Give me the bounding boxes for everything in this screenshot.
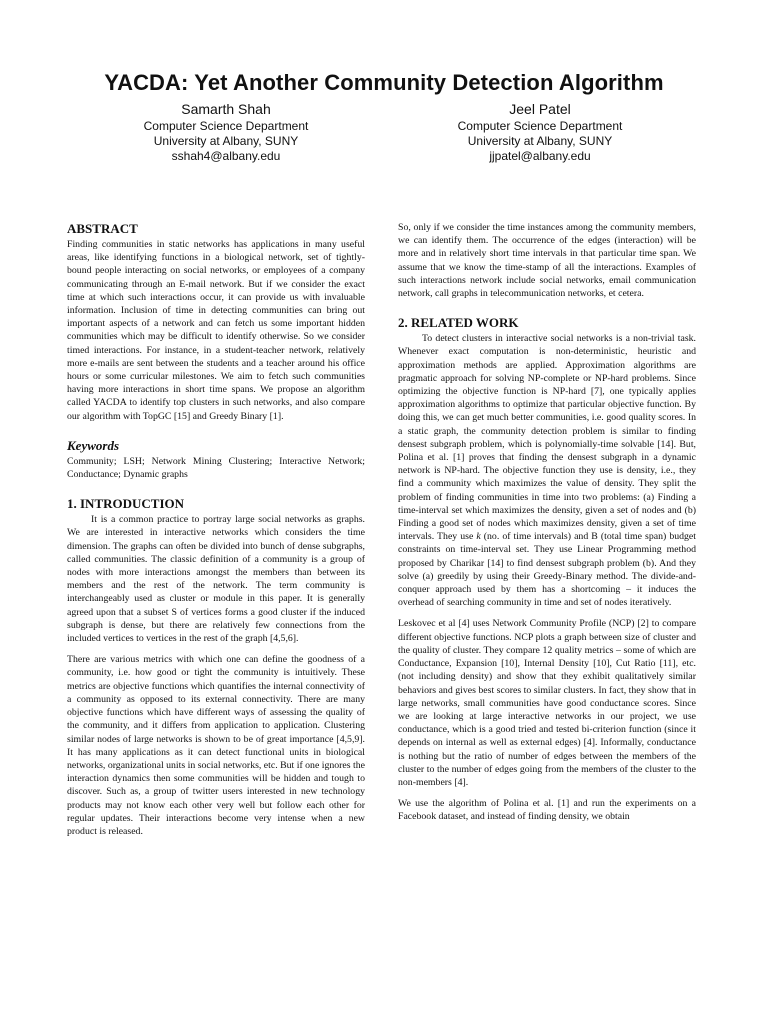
author-department: Computer Science Department	[457, 119, 623, 133]
rw-variable-k: k	[476, 531, 481, 543]
rw-text-a: To detect clusters in interactive social networks is a non-trivial task. Whenever exact computation is non-deterministic, heuristic and approximation methods are applied. Approximation algorithms are pragmatic approach for solving NP-complete or NP-hard problems. Since optimizing the objective function is NP-hard [7], one typically applies approximation algorithms to optimize that particular objective function. By doing this, we can get much better communities, i.e. good quality scores. In a static graph, the community detection problem is similar to finding densest subgraph problem, which is polynomially-time solvable [14]. But, Polina et al. [1] proves that finding the densest subgraph in a dynamic network is NP-hard. The objective function they use is density, i.e., they find a community which maximizes the value of density. They split the problem of finding communities in time into two problems: (a) Finding a time-interval set which maximizes the density, given a set of nodes and (b) Finding a good set of nodes which maximizes density, given a set of time intervals. They use	[398, 333, 696, 543]
author-department: Computer Science Department	[143, 119, 309, 133]
keywords-heading: Keywords	[67, 437, 119, 453]
abstract-text: Finding communities in static networks has applications in many useful areas, like identifying functions in a biological network, set of tightly-bound people interacting on social networks, or employees of a company communicating through an E-mail network. But if we consider the exact time at which such interactions occur, it can provide us with invaluable information. Inclusion of time in detecting communities can bring out important aspects of a network and can fetch us some important hidden communities which may be difficult to identify otherwise. So we consider timed interactions. For instance, in a student-teacher network, relatively more e-mails are sent between the students and a teacher around his office hours or some curricular milestones. We aim to fetch such communities having more interactions in short time spans. We propose an algorithm called YACDA to identify top clusters in such networks, and also compare our algorithm with TopGC [15] and Greedy Binary [1].	[67, 239, 365, 422]
introduction-heading: 1. INTRODUCTION	[67, 496, 185, 512]
related-work-paragraph-2: Leskovec et al [4] uses Network Community Profile (NCP) [2] to compare different objective functions. NCP plots a graph between size of cluster and the quality of cluster. They compare 12 quality metrics – some of which are Conductance, Expansion [10], Internal Density [10], Cut Ratio [11], etc. (not including density) and show that they exhibit qualitatively similar behaviors and gives best scores to similar clusters. In fact, they show that in large networks, small communities have good conductance scores. Since we are looking at large interactive networks in our project, we use conductance, which is a good tried and tested bi-criterion function (since it depends on internal as well as external edges) [4]. Informally, conductance is nothing but the ratio of number of edges between the members of the cluster to the number of edges going from the members of the cluster to the non-members [4].	[398, 618, 696, 788]
related-work-heading: 2. RELATED WORK	[398, 315, 519, 331]
left-column	[67, 221, 365, 838]
related-work-paragraph-3: We use the algorithm of Polina et al. [1] and run the experiments on a Facebook dataset, and instead of finding density, we obtain	[398, 798, 696, 823]
right-column	[398, 221, 696, 824]
paper-title: YACDA: Yet Another Community Detection Algorithm	[104, 70, 664, 95]
author-institution: University at Albany, SUNY	[467, 134, 613, 148]
rw-text-b: (no. of time intervals) and B (total time span) budget constraints on time-interval set. They use Linear Programming method proposed by Charikar [14] to find densest subgraph problem (b). And they solve (a) greedily by using their Greedy-Binary method. The divide-and-conquer approach used by them has a shortcoming – it induces the overhead of searching community in time and set of nodes iteratively.	[398, 531, 696, 609]
related-work-paragraph-1	[398, 332, 696, 609]
intro-paragraph-1: It is a common practice to portray large social networks as graphs. We are interested in interactive networks which considers the time dimension. The graphs can often be divided into bunch of dense subgraphs, called communities. The classic definition of a community is a group of nodes with more interactions amongst the members than between its members and the rest of the network. The term community is interchangeably used as cluster or module in this paper. It is generally agreed upon that a subset S of vertices forms a good cluster if the induced subgraph is dense, but there are relatively few connections from the included vertices to vertices in the rest of the graph [4,5,6].	[67, 514, 365, 645]
author-email: sshah4@albany.edu	[171, 149, 281, 163]
intro-paragraph-3: So, only if we consider the time instances among the community members, we can identify them. The occurrence of the edges (interaction) will be more and in relatively short time intervals in that particular time span. We assume that we know the time-stamp of all the interactions. Examples of such interactions network include social networks, email communication network, call graphs in telecommunication networks, et cetera.	[398, 222, 696, 300]
abstract-heading: ABSTRACT	[67, 221, 138, 236]
author-email: jjpatel@albany.edu	[489, 149, 591, 163]
intro-paragraph-2: There are various metrics with which one can define the goodness of a community, i.e. how good or tight the community is intuitively. These metrics are objective functions which quantifies the internal connectivity of a community as opposed to its external connectivity. There are many objective functions which have different ways of assessing the quality of the community, and it differs from application to application. Clustering similar nodes of large networks is shown to be of great importance [4,5,9]. It has many applications as it can detect functional units in biological networks, organizational units in social networks, etc. But if one ignores the interaction dynamics then some communities will be hidden and tough to discover. Such as, a group of twitter users interested in new technology products may not know each other very well but follow each other for regular updates. Their interactions become very intense when a new product is released.	[67, 654, 366, 837]
author-name: Samarth Shah	[181, 101, 271, 117]
author-block-2	[414, 100, 666, 164]
author-name: Jeel Patel	[509, 101, 571, 117]
author-institution: University at Albany, SUNY	[153, 134, 299, 148]
author-block-1	[100, 100, 352, 164]
keywords-text: Community; LSH; Network Mining Clustering; Interactive Network; Conductance; Dynamic graphs	[67, 455, 365, 481]
